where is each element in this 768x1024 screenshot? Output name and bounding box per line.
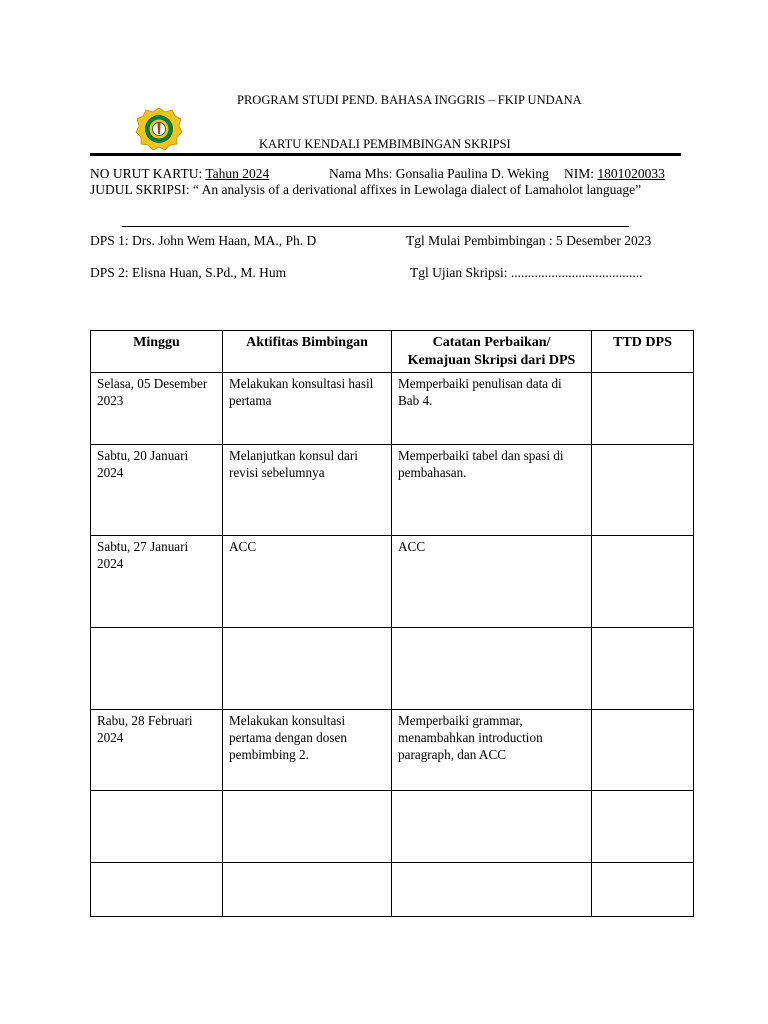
cell-minggu: Sabtu, 20 Januari 2024 [91, 445, 223, 536]
cell-ttd [592, 445, 694, 536]
cell-aktifitas: Melakukan konsultasi pertama dengan dosen pembimbing 2. [223, 710, 392, 791]
cell-aktifitas: Melanjutkan konsul dari revisi sebelumnya [223, 445, 392, 536]
cell-ttd [592, 628, 694, 710]
cell-minggu: Selasa, 05 Desember 2023 [91, 373, 223, 445]
thesis-title: JUDUL SKRIPSI: “ An analysis of a derivational affixes in Lewolaga dialect of Lamaholot language” [90, 182, 642, 197]
cell-catatan [392, 628, 592, 710]
cell-ttd [592, 863, 694, 917]
cell-minggu: Rabu, 28 Februari 2024 [91, 710, 223, 791]
university-logo [135, 107, 183, 151]
table-row [91, 445, 694, 536]
cell-catatan: Memperbaiki grammar, menambahkan introduction paragraph, dan ACC [392, 710, 592, 791]
nim-value: 1801020033 [597, 166, 665, 181]
cell-catatan [392, 863, 592, 917]
cell-minggu [91, 863, 223, 917]
card-number-value: Tahun 2024 [205, 166, 270, 181]
table-row [91, 373, 694, 445]
supervision-table [90, 330, 694, 917]
cell-catatan: Memperbaiki tabel dan spasi di pembahasan. [392, 445, 592, 536]
cell-catatan: ACC [392, 536, 592, 628]
header-aktifitas: Aktifitas Bimbingan [223, 331, 392, 373]
header-ttd: TTD DPS [592, 331, 694, 373]
header-catatan-line1: Catatan Perbaikan/ [432, 335, 551, 350]
student-name: Nama Mhs: Gonsalia Paulina D. Weking [329, 166, 549, 181]
cell-ttd [592, 710, 694, 791]
cell-minggu [91, 628, 223, 710]
cell-aktifitas [223, 863, 392, 917]
cell-minggu: Sabtu, 27 Januari 2024 [91, 536, 223, 628]
header-catatan-line2: Kemajuan Skripsi dari DPS [407, 353, 576, 368]
cell-catatan [392, 791, 592, 863]
info-divider [122, 226, 629, 227]
cell-aktifitas [223, 791, 392, 863]
nim-label: NIM: [564, 166, 598, 181]
cell-aktifitas [223, 628, 392, 710]
table-row [91, 536, 694, 628]
cell-aktifitas: ACC [223, 536, 392, 628]
supervisor-2: DPS 2: Elisna Huan, S.Pd., M. Hum [90, 265, 287, 280]
header-catatan [392, 331, 592, 373]
cell-ttd [592, 536, 694, 628]
table-header-row [91, 331, 694, 373]
supervisor-1: DPS 1: Drs. John Wem Haan, MA., Ph. D [90, 233, 317, 248]
table-row [91, 791, 694, 863]
header-divider [90, 153, 681, 156]
card-number-label: NO URUT KARTU: [90, 166, 206, 181]
card-title: KARTU KENDALI PEMBIMBINGAN SKRIPSI [259, 137, 511, 151]
table-row [91, 628, 694, 710]
table-row [91, 710, 694, 791]
student-nim [564, 166, 665, 182]
cell-aktifitas: Melakukan konsultasi hasil pertama [223, 373, 392, 445]
start-date: Tgl Mulai Pembimbingan : 5 Desember 2023 [406, 233, 652, 248]
cell-ttd [592, 791, 694, 863]
cell-ttd [592, 373, 694, 445]
card-number [90, 166, 269, 182]
program-title: PROGRAM STUDI PEND. BAHASA INGGRIS – FKIP UNDANA [237, 93, 582, 107]
cell-minggu [91, 791, 223, 863]
table-row [91, 863, 694, 917]
cell-catatan: Memperbaiki penulisan data di Bab 4. [392, 373, 592, 445]
exam-date: Tgl Ujian Skripsi: ....................................... [410, 265, 643, 280]
header-minggu: Minggu [91, 331, 223, 373]
